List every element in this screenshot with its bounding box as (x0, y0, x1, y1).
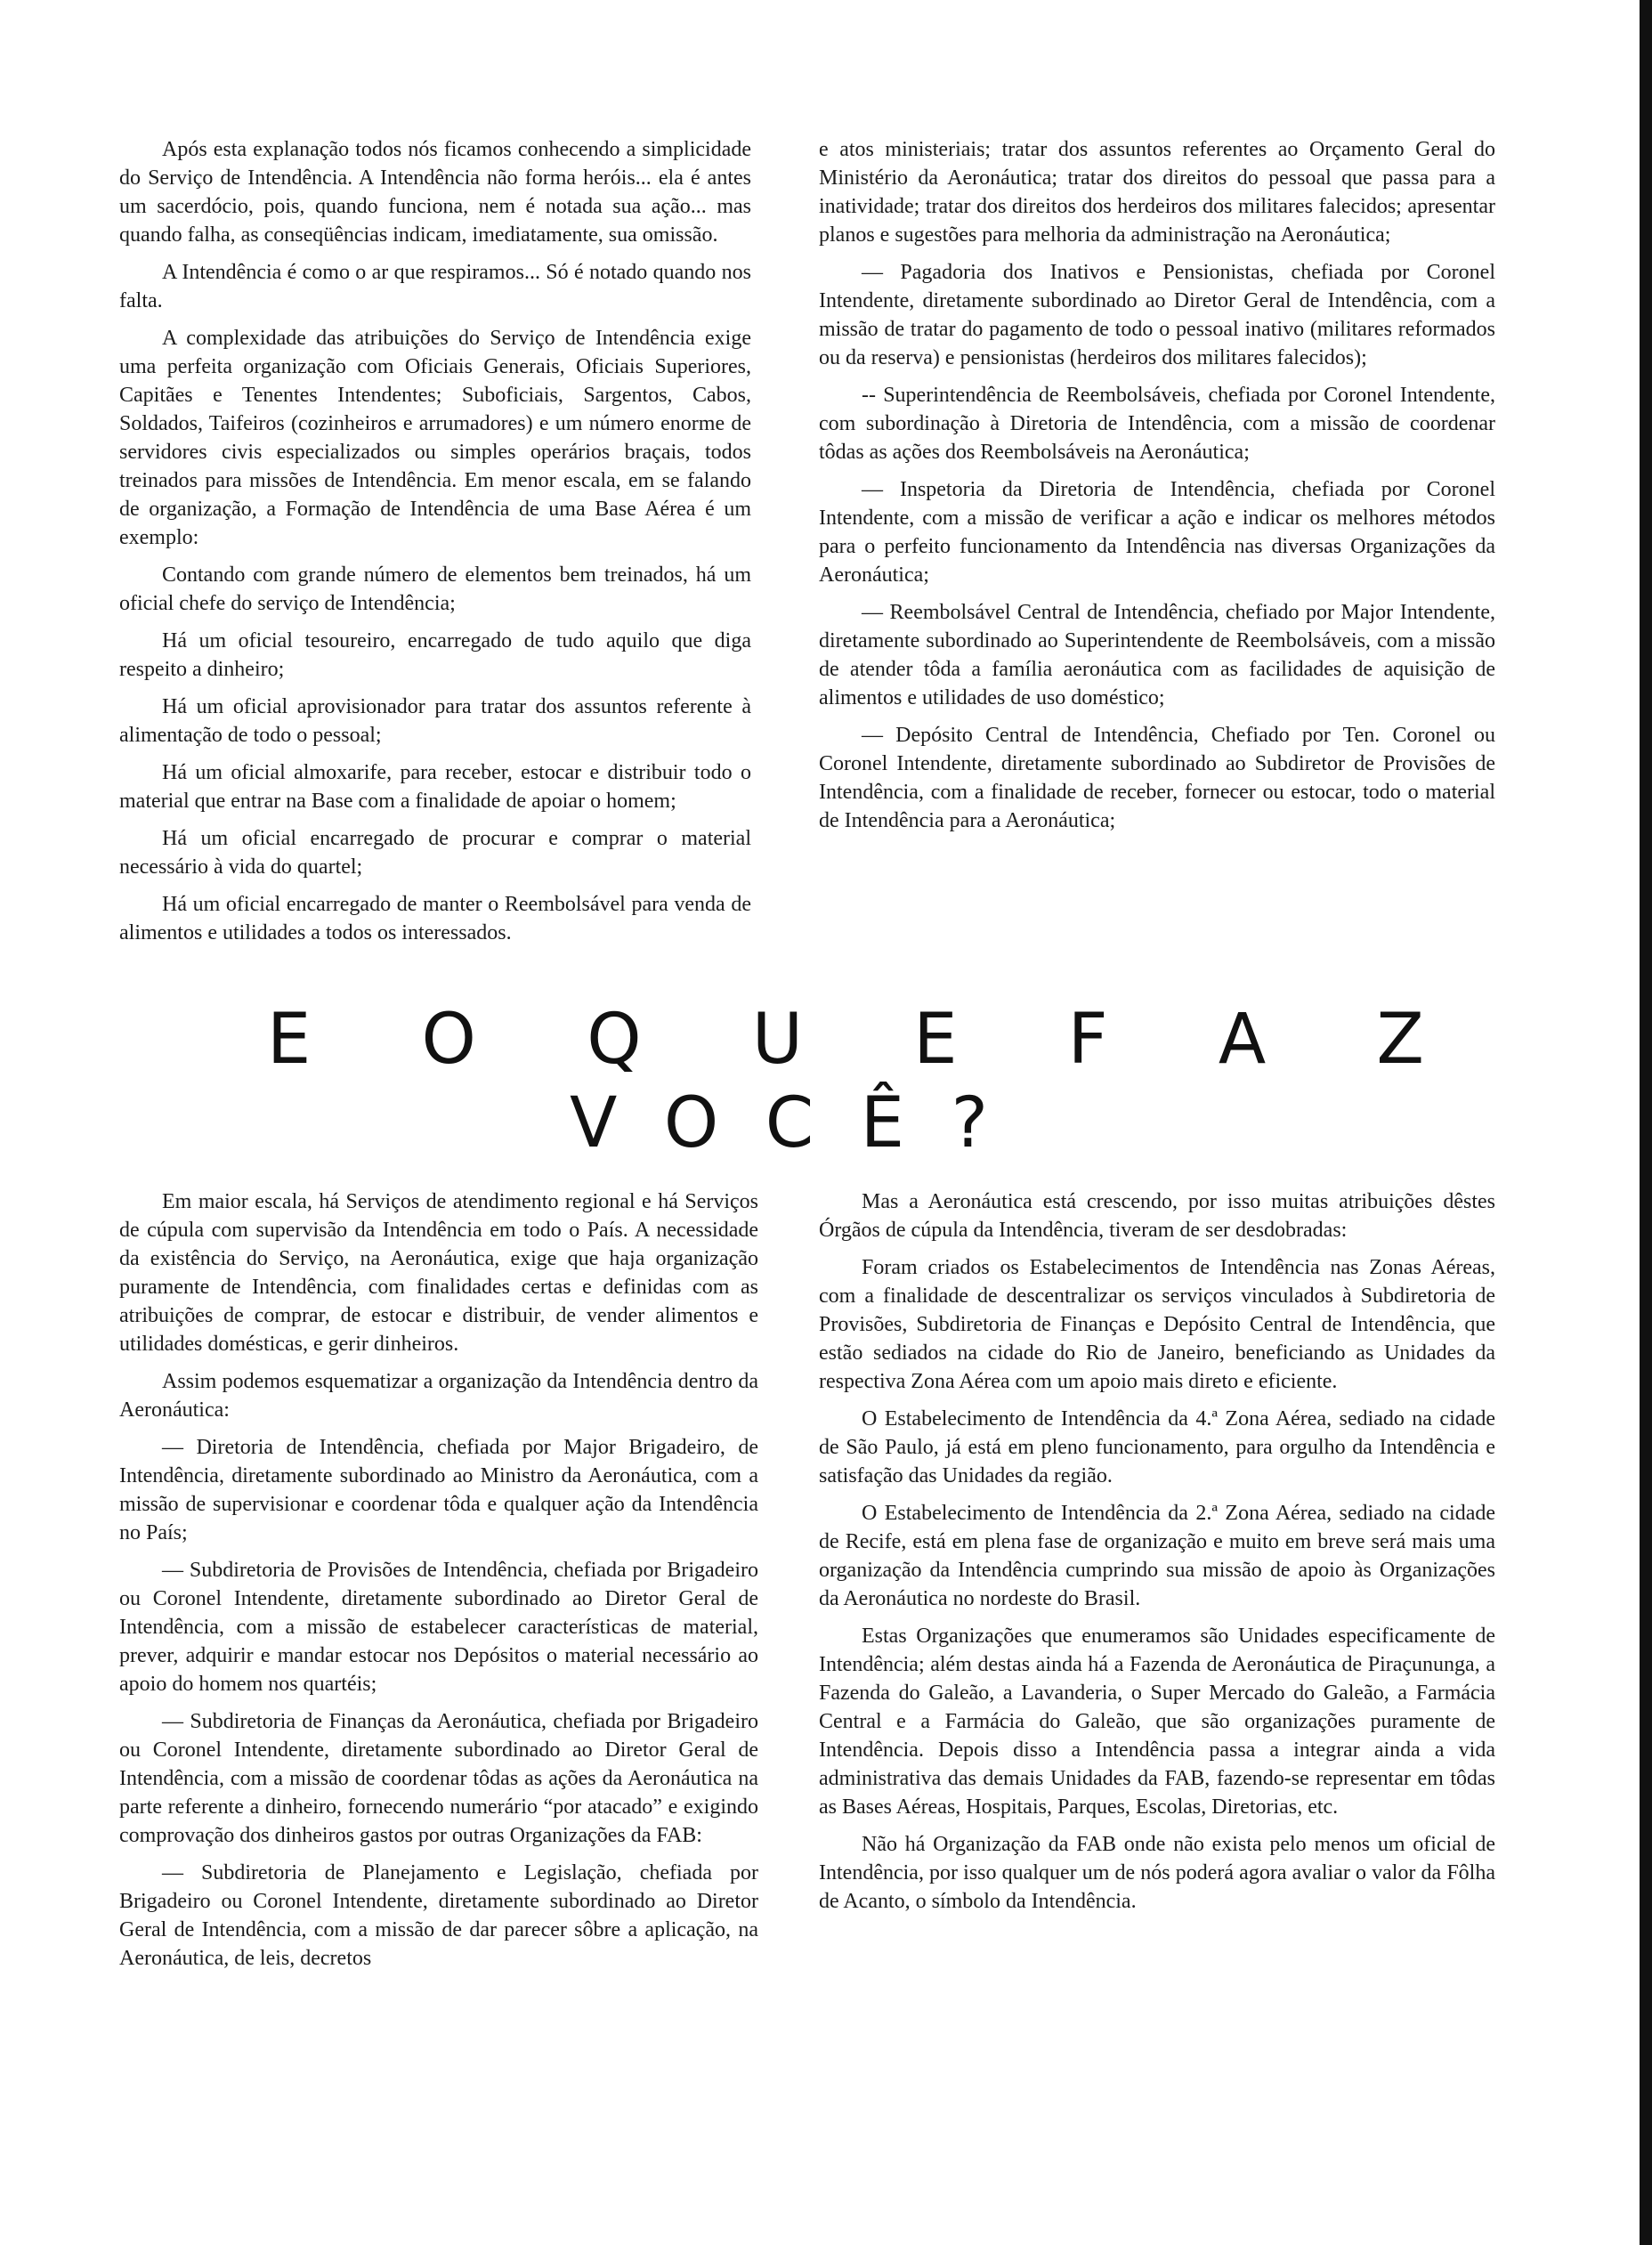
headline-letter: E (913, 1000, 958, 1080)
headline-letter: O (663, 1083, 719, 1163)
paragraph: — Inspetoria da Diretoria de Intendência, chefiada por Coronel Intendente, com a missão de verificar a ação e indicar os melhores métodos para o perfeito funcionamento da Intendência nas diversas Organizações da Aeronáutica; (819, 478, 1495, 587)
headline-line-1 (267, 1000, 1424, 1080)
paragraph: — Subdiretoria de Planejamento e Legislação, chefiada por Brigadeiro ou Coronel Intendente, diretamente subordinado ao Diretor Geral de Intendência, com a missão de dar parecer sôbre a aplicação, na Aeronáutica, de leis, decretos (119, 1861, 758, 1970)
paragraph: Há um oficial almoxarife, para receber, estocar e distribuir todo o material que entrar na Base com a finalidade de apoiar o homem; (119, 761, 751, 813)
column-top-left (119, 135, 751, 956)
paragraph: Após esta explanação todos nós ficamos conhecendo a simplicidade do Serviço de Intendência. A Intendência não forma heróis... ela é antes um sacerdócio, pois, quando funciona, nem é notada sua ação... mas quando falha, as conseqüências indicam, imediatamente, sua omissão. (119, 138, 751, 247)
paragraph: Não há Organização da FAB onde não exista pelo menos um oficial de Intendência, por isso qualquer um de nós poderá agora avaliar o valor da Fôlha de Acanto, o símbolo da Intendência. (819, 1833, 1495, 1913)
headline-letter: ? (951, 1083, 988, 1163)
paragraph: — Pagadoria dos Inativos e Pensionistas, chefiada por Coronel Intendente, diretamente subordinado ao Diretor Geral de Intendência, com a missão de tratar do pagamento de todo o pessoal inativo (militares reformados ou da reserva) e pensionistas (herdeiros dos militares falecidos); (819, 261, 1495, 369)
headline-letter: F (1067, 1000, 1108, 1080)
headline-letter: O (421, 1000, 476, 1080)
paragraph: A complexidade das atribuições do Serviço de Intendência exige uma perfeita organização com Oficiais Generais, Oficiais Superiores, Capitães e Tenentes Intendentes; Suboficiais, Sargentos, Cabos, Soldados, Taifeiros (cozinheiros e arrumadores) e um número enorme de servidores civis especializados ou simples operários braçais, todos treinados para missões de Intendência. Em menor escala, em se falando de organização, a Formação de Intendência de uma Base Aérea é um exemplo: (119, 327, 751, 549)
headline-letter: Z (1376, 1000, 1424, 1080)
paragraph: Há um oficial encarregado de procurar e comprar o material necessário à vida do quartel; (119, 827, 751, 879)
paragraph: Em maior escala, há Serviços de atendimento regional e há Serviços de cúpula com supervisão da Intendência em todo o País. A necessidade da existência do Serviço, na Aeronáutica, exige que haja organização puramente de Intendência, com finalidades certas e definidas com as atribuições de comprar, de estocar e distribuir, de vender alimentos e utilidades domésticas, e gerir dinheiros. (119, 1190, 758, 1356)
column-bottom-right (819, 1187, 1495, 1925)
paragraph: O Estabelecimento de Intendência da 2.ª Zona Aérea, sediado na cidade de Recife, está em plena fase de organização e muito em breve será mais uma organização da Intendência cumprindo sua missão de apoio às Organizações da Aeronáutica no nordeste do Brasil. (819, 1502, 1495, 1610)
paragraph: O Estabelecimento de Intendência da 4.ª Zona Aérea, sediado na cidade de São Paulo, já está em pleno funcionamento, para orgulho da Intendência e satisfação das Unidades da região. (819, 1407, 1495, 1487)
paragraph: e atos ministeriais; tratar dos assuntos referentes ao Orçamento Geral do Ministério da Aeronáutica; tratar dos direitos do pessoal que passa para a inatividade; tratar dos direitos dos herdeiros dos militares falecidos; apresentar planos e sugestões para melhoria da administração na Aeronáutica; (819, 138, 1495, 247)
column-bottom-left (119, 1187, 758, 1982)
paragraph: Há um oficial aprovisionador para tratar dos assuntos referente à alimentação de todo o pessoal; (119, 695, 751, 747)
headline-letter: U (751, 1000, 803, 1080)
paragraph: Mas a Aeronáutica está crescendo, por isso muitas atribuições dêstes Órgãos de cúpula da Intendência, tiveram de ser desdobradas: (819, 1190, 1495, 1242)
headline-letter: Q (587, 1000, 642, 1080)
paragraph: Estas Organizações que enumeramos são Unidades especificamente de Intendência; além destas ainda há a Fazenda de Aeronáutica de Piraçununga, a Fazenda do Galeão, a Lavanderia, o Super Mercado do Galeão, a Farmácia Central e a Farmácia do Galeão, que são organizações puramente de Intendência. Depois disso a Intendência passa a integrar ainda a vida administrativa das demais Unidades da FAB, fazendo-se representar em tôdas as Bases Aéreas, Hospitais, Parques, Escolas, Diretorias, etc. (819, 1625, 1495, 1819)
paragraph: Assim podemos esquematizar a organização da Intendência dentro da Aeronáutica: (119, 1370, 758, 1422)
column-top-right (819, 135, 1495, 844)
paragraph: Há um oficial encarregado de manter o Reembolsável para venda de alimentos e utilidades a todos os interessados. (119, 893, 751, 944)
paragraph: — Subdiretoria de Finanças da Aeronáutica, chefiada por Brigadeiro ou Coronel Intendente, diretamente subordinado ao Diretor Geral de Intendência, com a missão de coordenar tôdas as ações da Aeronáutica na parte referente a dinheiro, fornecendo numerário “por atacado” e exigindo comprovação dos dinheiros gastos por outras Organizações da FAB: (119, 1710, 758, 1847)
headline-line-2 (570, 1083, 988, 1163)
paragraph: — Diretoria de Intendência, chefiada por Major Brigadeiro, de Intendência, diretamente subordinado ao Ministro da Aeronáutica, com a missão de supervisionar e coordenar tôda e qualquer ação da Intendência no País; (119, 1436, 758, 1544)
page-edge-border (1640, 0, 1652, 2245)
headline-letter: Ê (860, 1083, 905, 1163)
paragraph: — Depósito Central de Intendência, Chefiado por Ten. Coronel ou Coronel Intendente, diretamente subordinado ao Subdiretor de Provisões de Intendência, com a finalidade de receber, fornecer ou estocar, todo o material de Intendência para a Aeronáutica; (819, 724, 1495, 832)
headline-letter: C (765, 1083, 814, 1163)
paragraph: -- Superintendência de Reembolsáveis, chefiada por Coronel Intendente, com subordinação à Diretoria de Intendência, com a missão de coordenar tôdas as ações dos Reembolsáveis na Aeronáutica; (819, 384, 1495, 464)
paragraph: Há um oficial tesoureiro, encarregado de tudo aquilo que diga respeito a dinheiro; (119, 629, 751, 681)
paragraph: — Reembolsável Central de Intendência, chefiado por Major Intendente, diretamente subordinado ao Superintendente de Reembolsáveis, com a missão de atender tôda a família aeronáutica com as facilidades de aquisição de alimentos e utilidades de uso doméstico; (819, 601, 1495, 709)
headline-letter: A (1218, 1000, 1267, 1080)
headline-letter: E (267, 1000, 312, 1080)
paragraph: — Subdiretoria de Provisões de Intendência, chefiada por Brigadeiro ou Coronel Intendente, diretamente subordinado ao Diretor Geral de Intendência, com a missão de estabelecer características de material, prever, adquirir e mandar estocar nos Depósitos o material necessário ao apoio do homem nos quartéis; (119, 1559, 758, 1696)
paragraph: Contando com grande número de elementos bem treinados, há um oficial chefe do serviço de Intendência; (119, 563, 751, 615)
headline-letter: V (570, 1083, 618, 1163)
paragraph: A Intendência é como o ar que respiramos... Só é notado quando nos falta. (119, 261, 751, 312)
paragraph: Foram criados os Estabelecimentos de Intendência nas Zonas Aéreas, com a finalidade de descentralizar os serviços vinculados à Subdiretoria de Provisões, Subdiretoria de Finanças e Depósito Central de Intendência, que estão sediados na cidade do Rio de Janeiro, beneficiando as Unidades da respectiva Zona Aérea com um apoio mais direto e eficiente. (819, 1256, 1495, 1393)
